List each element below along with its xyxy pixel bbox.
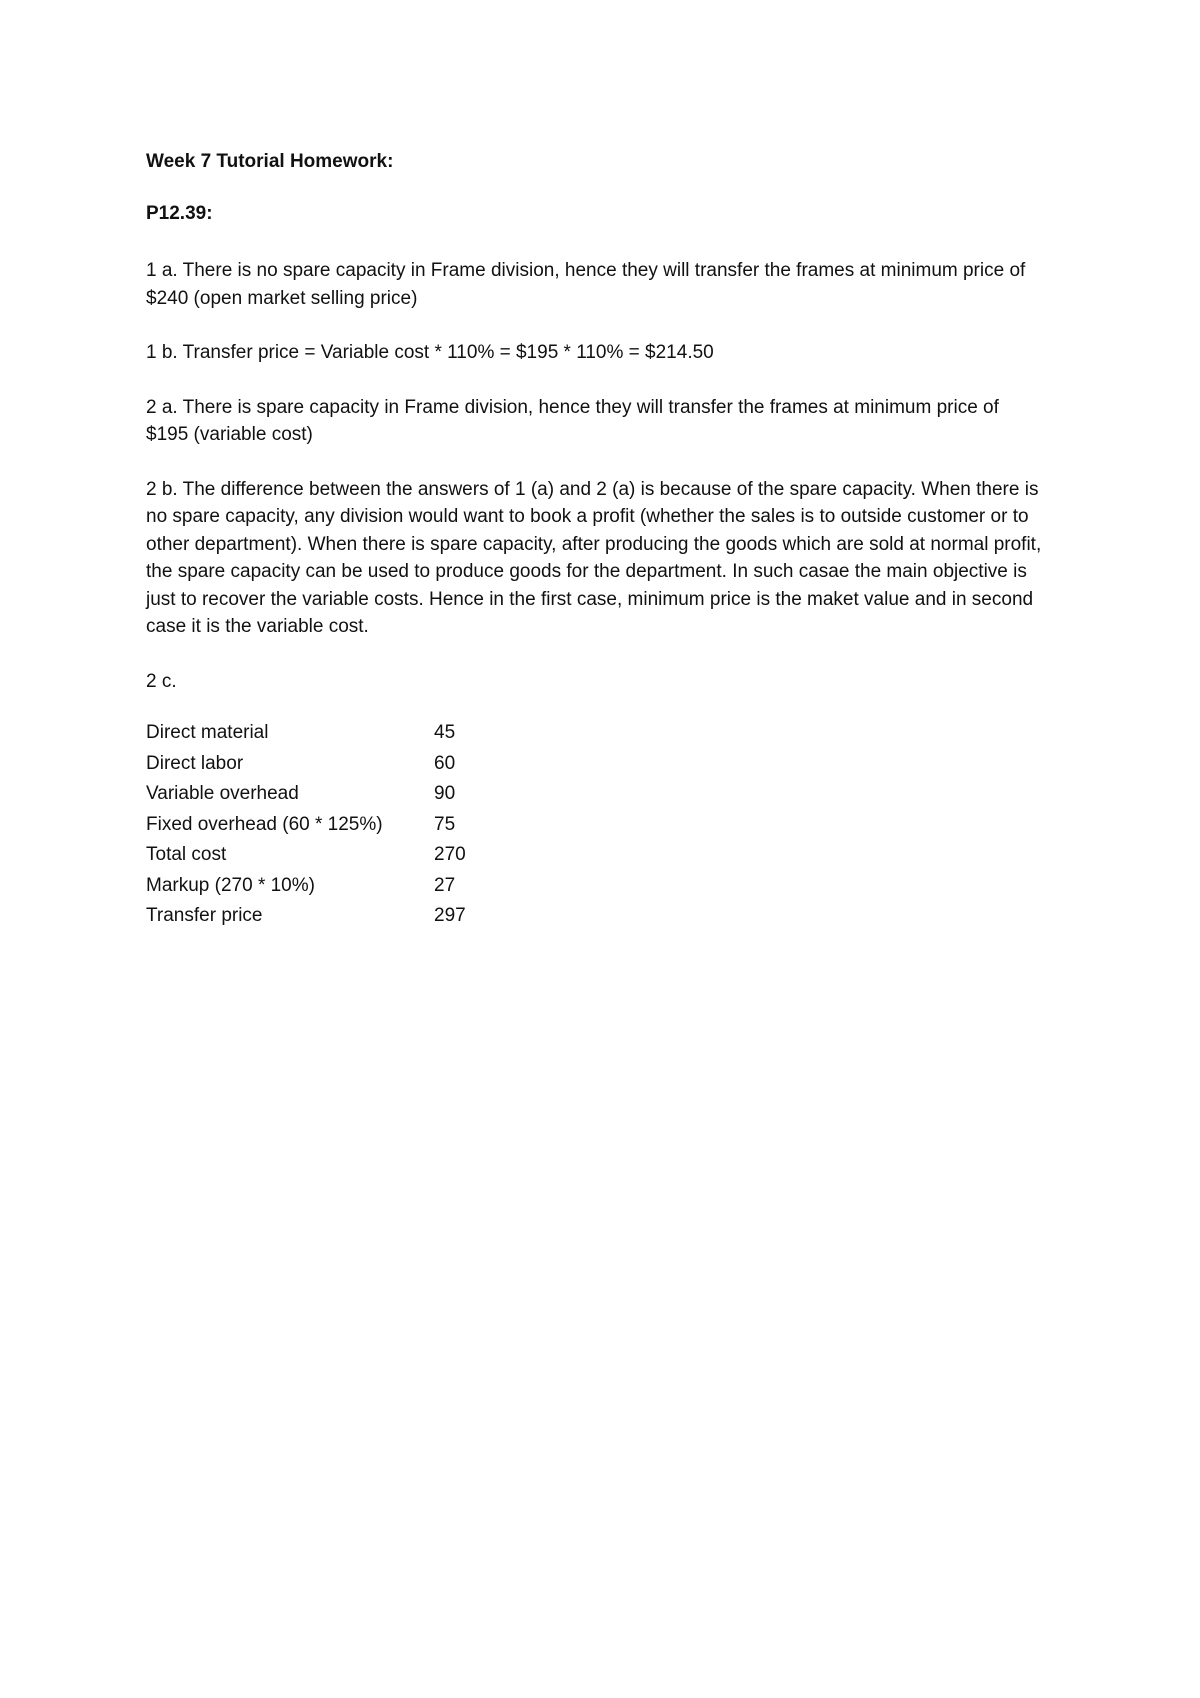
answer-2b: 2 b. The difference between the answers of 1 (a) and 2 (a) is because of the spare capacity. When there is no spare capacity, any division would want to book a profit (whether the sales is to outside customer or to other department). When there is spare capacity, after producing the goods which are sold at normal profit, the spare capacity can be used to produce goods for the department. In such casae the main objective is just to recover the variable costs. Hence in the first case, minimum price is the maket value and in second case it is the variable cost. [146, 478, 1042, 637]
cost-value: 45 [434, 722, 456, 743]
cost-table [146, 719, 514, 933]
cost-label: Transfer price [146, 905, 263, 926]
cost-value: 90 [434, 783, 456, 804]
document-title: Week 7 Tutorial Homework: [146, 151, 394, 172]
cost-label: Total cost [146, 844, 227, 865]
cost-value: 270 [434, 844, 466, 865]
cost-value: 297 [434, 905, 466, 926]
table-row [146, 872, 514, 903]
cost-value: 60 [434, 752, 456, 774]
table-row [146, 811, 514, 842]
cost-value: 27 [434, 874, 456, 896]
problem-number: P12.39: [146, 202, 213, 224]
answer-2c: 2 c. [146, 670, 177, 692]
table-row [146, 750, 514, 781]
answer-2a: 2 a. There is spare capacity in Frame division, hence they will transfer the frames at minimum price of $195 (variable cost) [146, 396, 999, 445]
cost-value: 75 [434, 813, 456, 835]
table-row [146, 841, 514, 872]
table-row [146, 780, 514, 811]
cost-label: Markup (270 * 10%) [146, 874, 315, 896]
cost-label: Direct material [146, 722, 269, 743]
cost-label: Direct labor [146, 752, 244, 774]
answer-1a: 1 a. There is no spare capacity in Frame division, hence they will transfer the frames at minimum price of $240 (open market selling price) [146, 260, 1026, 309]
table-row [146, 902, 514, 933]
cost-label: Variable overhead [146, 783, 299, 804]
answer-1b: 1 b. Transfer price = Variable cost * 110% = $195 * 110% = $214.50 [146, 342, 714, 363]
cost-label: Fixed overhead (60 * 125%) [146, 813, 383, 835]
document-page [146, 148, 1046, 933]
table-row [146, 719, 514, 750]
